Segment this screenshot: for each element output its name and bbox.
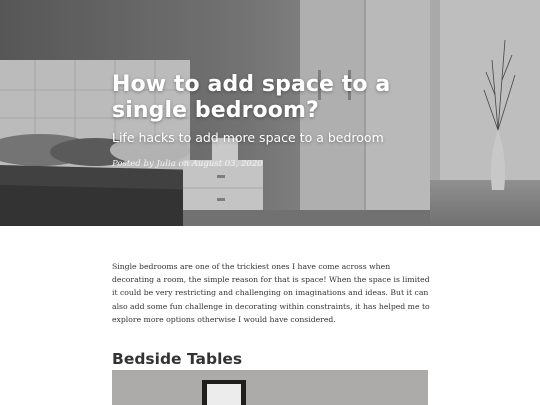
bedside-tables-image [112,370,428,405]
post-subtitle: Life hacks to add more space to a bedroom [112,130,384,145]
section-heading-bedside-tables: Bedside Tables [112,350,243,369]
post-meta: Posted by Julia on August 03, 2020 [112,159,263,169]
intro-paragraph: Single bedrooms are one of the trickiest ones I have come across when decorating a room, the simple reason for that is space! When the space is limited it could be very restricting and challenging on imaginations and ideas. But it can also add some fun challenge in decorating within constraints, it has helped me to explore more options otherwise I would have considered. [112,262,430,324]
post-content [112,260,430,369]
post-title: How to add space to a single bedroom? [112,72,391,123]
hero-text-block [112,72,442,170]
